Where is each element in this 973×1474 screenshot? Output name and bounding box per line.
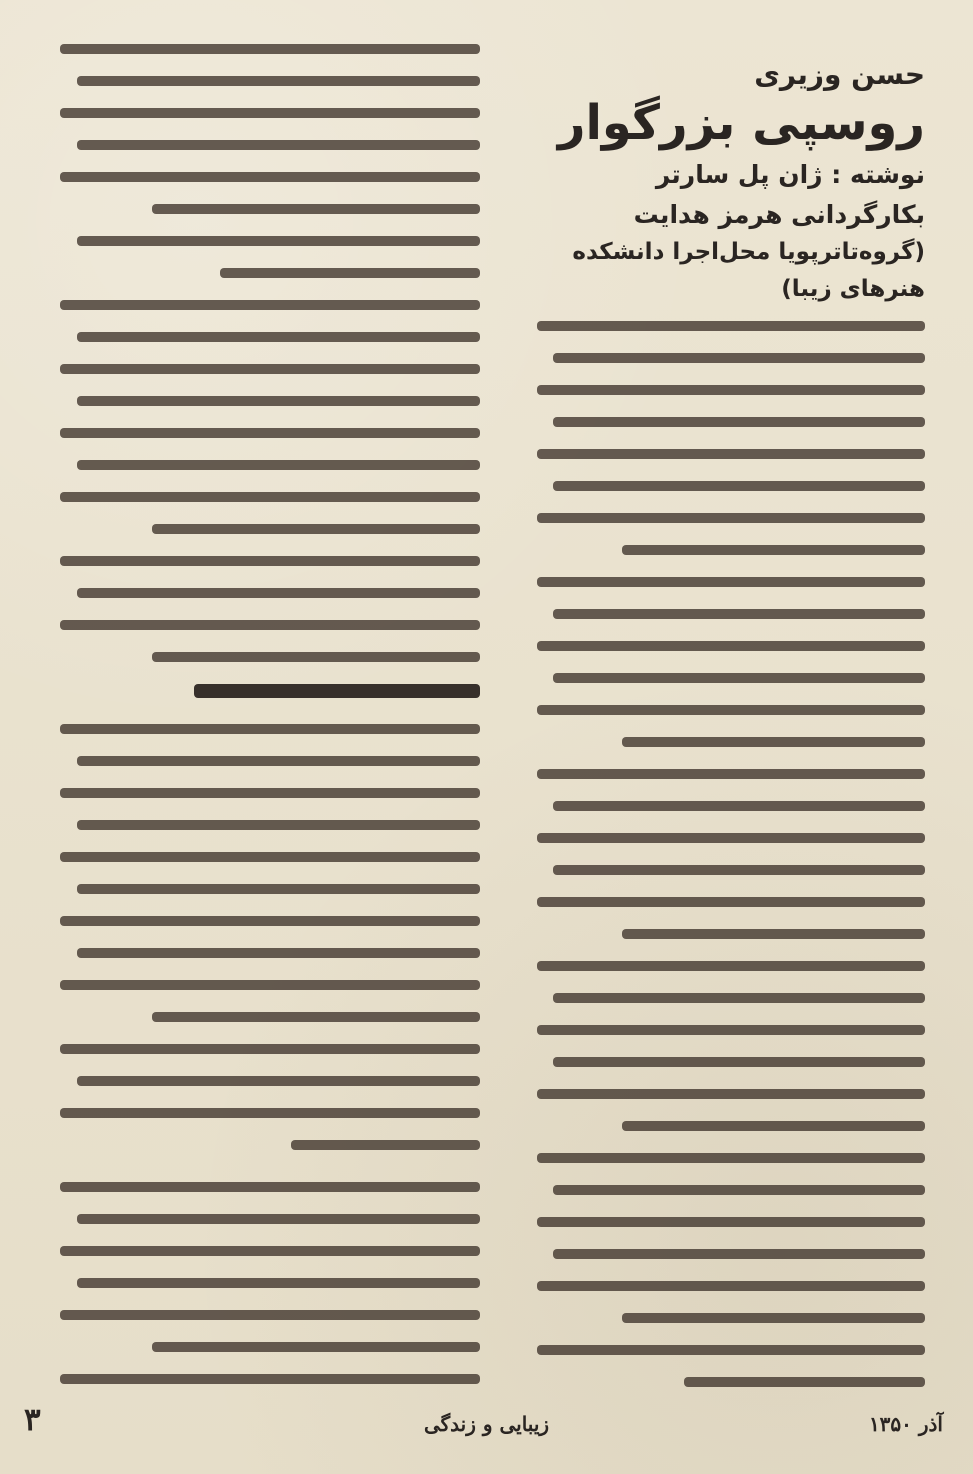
article-title: روسپی بزرگوار (557, 94, 925, 151)
page-footer (0, 1398, 973, 1438)
credit-venue: هنرهای زیبا) (781, 275, 925, 302)
left-column-body-placeholder (60, 44, 480, 1390)
right-column-body-placeholder (537, 321, 925, 1390)
credit-group: (گروه‌تاترپویا محل‌اجرا دانشکده (572, 238, 925, 265)
right-column (537, 58, 925, 1390)
magazine-name: زیبایی و زندگی (423, 1412, 550, 1436)
credit-director: بکارگردانی هرمز هدایت (633, 199, 925, 229)
article-credits (537, 159, 925, 303)
issue-date: آذر ۱۳۵۰ (868, 1412, 943, 1436)
credit-writer: نوشته : ژان پل سارتر (655, 160, 925, 190)
article-author: حسن وزیری (754, 58, 925, 91)
page-number: ۳ (24, 1402, 41, 1438)
left-column (60, 44, 480, 1390)
